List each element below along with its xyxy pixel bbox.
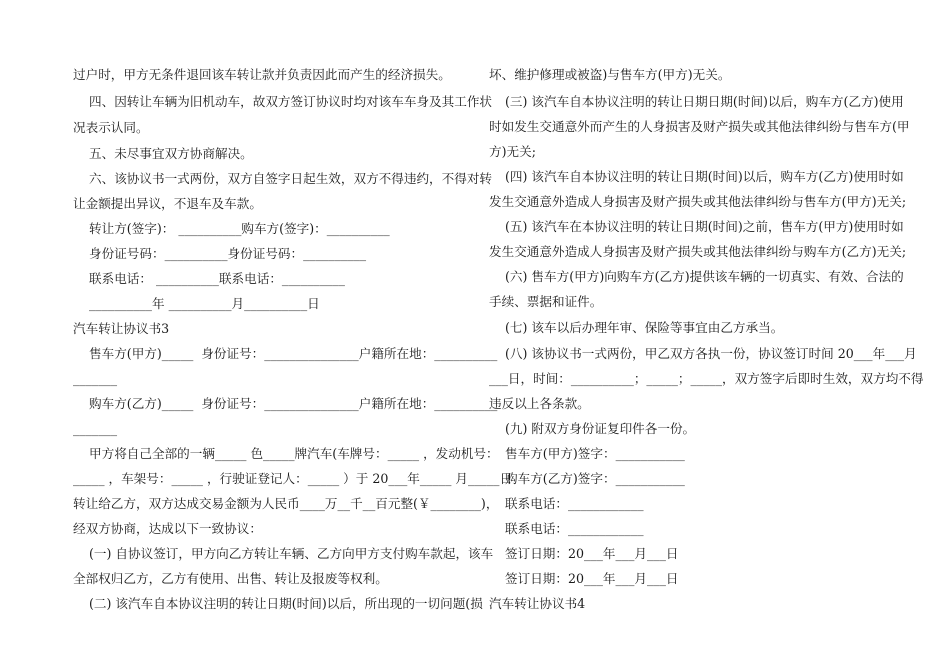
text-line: (二) 该汽车自本协议注明的转让日期(时间)以后，所出现的一切问题(损 [73, 596, 483, 611]
text-line: 联系电话： __________联系电话：__________ [73, 271, 345, 286]
text-line: 售车方(甲方)_____ 身份证号：_______________户籍所在地：__________ [73, 346, 498, 361]
text-line: _______ [73, 371, 118, 386]
section-title: 汽车转让协议书4 [489, 596, 586, 611]
text-line: 购车方(乙方)_____ 身份证号：_______________户籍所在地：__________ [73, 396, 498, 411]
text-line: _____ ，车架号：_____ ，行驶证登记人：_____ ）于 20___年_____ 月_____日 [73, 471, 513, 486]
text-line: (三) 该汽车自本协议注明的转让日期日期(时间)以后，购车方(乙方)使用 [489, 94, 904, 109]
text-line: 甲方将自己全部的一辆_____ 色_____牌汽车(车牌号：_____ ，发动机号： [73, 446, 499, 461]
text-line: 全部权归乙方，乙方有使用、出售、转让及报废等权利。 [73, 571, 388, 586]
text-line: (四) 该汽车自本协议注明的转让日期(时间)以后，购车方(乙方)使用时如 [489, 169, 904, 184]
text-line: ___日，时间：__________；_____；_____，双方签字后即时生效，双方均不得 [489, 371, 924, 386]
text-line: 签订日期：20___年___月___日 [489, 571, 679, 586]
section-title: 汽车转让协议书3 [73, 321, 170, 336]
text-line: 时如发生交通意外而产生的人身损害及财产损失或其他法律纠纷与售车方(甲 [489, 119, 910, 134]
text-line: 购车方(乙方)签字：___________ [489, 471, 685, 486]
text-line: (七) 该车以后办理年审、保险等事宜由乙方承当。 [489, 320, 784, 335]
text-line: (六) 售车方(甲方)向购车方(乙方)提供该车辆的一切真实、有效、合法的 [489, 269, 904, 284]
text-line: (一) 自协议签订，甲方向乙方转让车辆、乙方向甲方支付购车款起，该车 [73, 546, 494, 561]
text-line: 身份证号码：__________身份证号码：__________ [73, 246, 367, 261]
text-line: (八) 该协议书一式两份，甲乙双方各执一份，协议签订时间 20___年___月 [489, 346, 917, 361]
text-line: 五、未尽事宜双方协商解决。 [73, 146, 253, 161]
text-line: (五) 该汽车在本协议注明的转让日期(时间)之前，售车方(甲方)使用时如 [489, 219, 904, 234]
text-line: 发生交通意外造成人身损害及财产损失或其他法律纠纷与购车方(乙方)无关; [489, 244, 907, 259]
text-line: 过户时，甲方无条件退回该车转让款并负责因此而产生的经济损失。 [73, 67, 451, 82]
text-line: 六、该协议书一式两份，双方自签字日起生效，双方不得违约，不得对转 [73, 171, 493, 186]
text-line: 联系电话：____________ [489, 521, 644, 536]
text-line: _______ [73, 421, 118, 436]
text-line: 签订日期：20___年___月___日 [489, 546, 679, 561]
text-line: 联系电话：____________ [489, 496, 644, 511]
text-line: 方)无关; [489, 144, 536, 159]
text-line: 手续、票据和证件。 [489, 294, 603, 309]
text-line: 违反以上各条款。 [489, 396, 590, 411]
text-line: 让金额提出异议，不退车及车款。 [73, 196, 262, 211]
text-line: 经双方协商，达成以下一致协议： [73, 521, 262, 536]
text-line: (九) 附双方身份证复印件各一份。 [489, 421, 696, 436]
text-line: 坏、维护修理或被盗)与售车方(甲方)无关。 [489, 67, 731, 82]
text-line: 四、因转让车辆为旧机动车，故双方签订协议时均对该车车身及其工作状 [73, 94, 493, 109]
text-line: 转让方(签字)： __________购车方(签字)：__________ [73, 221, 390, 236]
text-line: __________年 __________月__________日 [73, 296, 320, 311]
text-line: 况表示认同。 [73, 120, 149, 135]
text-line: 售车方(甲方)签字：___________ [489, 446, 685, 461]
text-line: 转让给乙方，双方达成交易金额为人民币____万__千__百元整(￥________)， [73, 496, 499, 511]
text-line: 发生交通意外造成人身损害及财产损失或其他法律纠纷与售车方(甲方)无关; [489, 194, 907, 209]
